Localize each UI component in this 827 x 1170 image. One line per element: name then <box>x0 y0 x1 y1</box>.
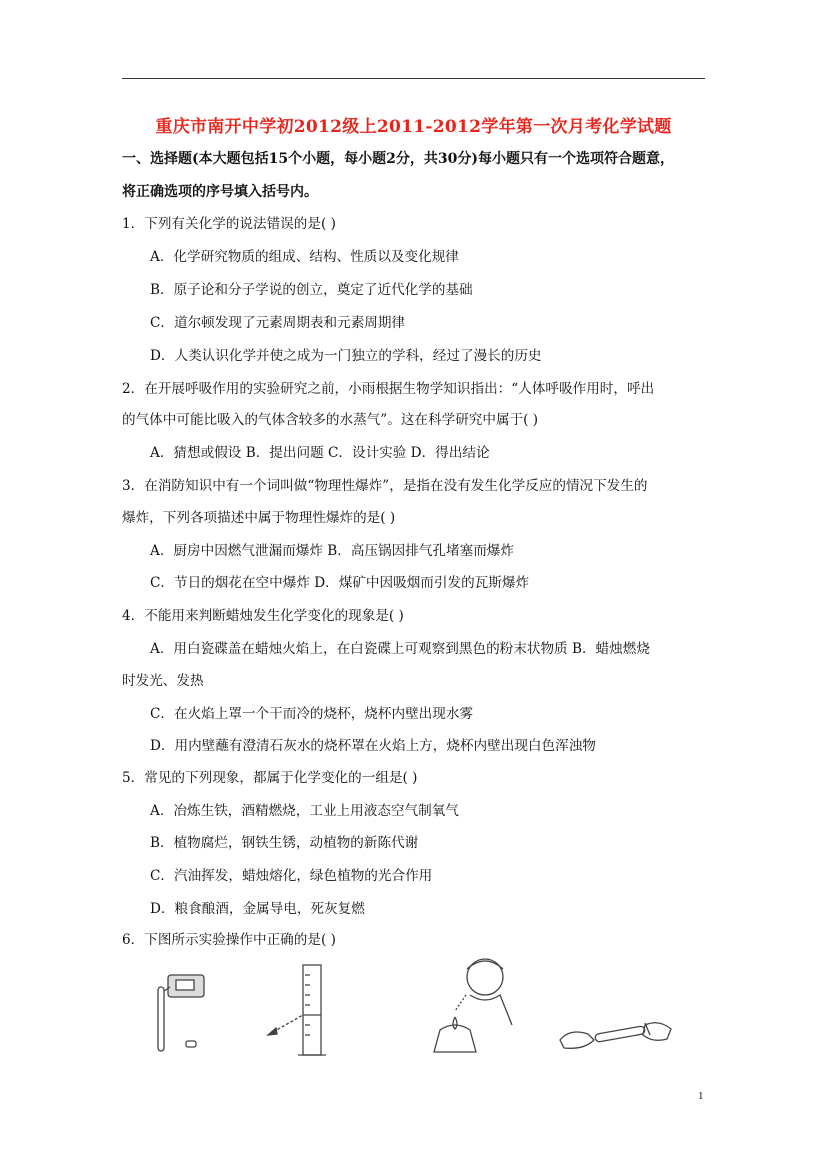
question-4-option-d: D．用内壁蘸有澄清石灰水的烧杯罩在火焰上方，烧杯内壁出现白色浑浊物 <box>150 738 596 754</box>
question-5-option-b: B．植物腐烂，钢铁生锈，动植物的新陈代谢 <box>150 835 419 851</box>
question-6-figure <box>140 955 700 1065</box>
question-4-stem: 4．不能用来判断蜡烛发生化学变化的现象是( ) <box>122 608 404 624</box>
question-3-options-ab: A．厨房中因燃气泄漏而爆炸 B．高压锅因排气孔堵塞而爆炸 <box>150 543 514 559</box>
question-1-option-c: C．道尔顿发现了元素周期表和元素周期律 <box>150 315 406 331</box>
question-4-option-b-cont: 时发光、发热 <box>122 673 204 689</box>
header-rule <box>122 78 705 79</box>
question-4-option-c: C．在火焰上罩一个干而冷的烧杯，烧杯内壁出现水雾 <box>150 706 474 722</box>
question-2-stem-cont: 的气体中可能比吸入的气体含较多的水蒸气”。这在科学研究中属于( ) <box>122 412 539 428</box>
question-3-stem: 3．在消防知识中有一个词叫做“物理性爆炸”，是指在没有发生化学反应的情况下发生的 <box>122 478 648 494</box>
question-6-stem: 6．下图所示实验操作中正确的是( ) <box>122 932 336 948</box>
question-5-option-a: A．冶炼生铁，酒精燃烧，工业上用液态空气制氧气 <box>150 803 459 819</box>
hands-test-tube-illustration <box>560 1023 671 1049</box>
question-1-option-d: D．人类认识化学并使之成为一门独立的学科，经过了漫长的历史 <box>150 348 542 364</box>
question-5-option-d: D．粮食酿酒，金属导电，死灰复燃 <box>150 901 365 917</box>
page-number: 1 <box>698 1090 704 1102</box>
question-1-option-b: B．原子论和分子学说的创立，奠定了近代化学的基础 <box>150 282 473 298</box>
question-4-option-a: A．用白瓷碟盖在蜡烛火焰上，在白瓷碟上可观察到黑色的粉末状物质 B．蜡烛燃烧 <box>150 641 650 657</box>
question-2-options: A．猜想或假设 B．提出问题 C．设计实验 D．得出结论 <box>150 445 490 461</box>
cylinder-reading-illustration <box>268 965 326 1055</box>
question-1-option-a: A．化学研究物质的组成、结构、性质以及变化规律 <box>150 249 459 265</box>
question-1-stem: 1．下列有关化学的说法错误的是( ) <box>122 216 336 232</box>
blowing-lamp-illustration <box>434 959 512 1052</box>
question-5-option-c: C．汽油挥发，蜡烛熔化，绿色植物的光合作用 <box>150 868 433 884</box>
question-3-options-cd: C．节日的烟花在空中爆炸 D．煤矿中因吸烟而引发的瓦斯爆炸 <box>150 575 530 591</box>
question-3-stem-cont: 爆炸，下列各项描述中属于物理性爆炸的是( ) <box>122 510 396 526</box>
pouring-liquid-illustration <box>158 975 204 1051</box>
section-heading-line2: 将正确选项的序号填入括号内。 <box>122 184 318 200</box>
question-2-stem: 2．在开展呼吸作用的实验研究之前，小雨根据生物学知识指出：“人体呼吸作用时，呼出 <box>122 381 655 397</box>
section-heading-line1: 一、选择题(本大题包括15个小题，每小题2分，共30分)每小题只有一个选项符合题意， <box>122 151 674 167</box>
page-title: 重庆市南开中学初2012级上2011-2012学年第一次月考化学试题 <box>155 117 672 137</box>
question-5-stem: 5．常见的下列现象，都属于化学变化的一组是( ) <box>122 770 418 786</box>
